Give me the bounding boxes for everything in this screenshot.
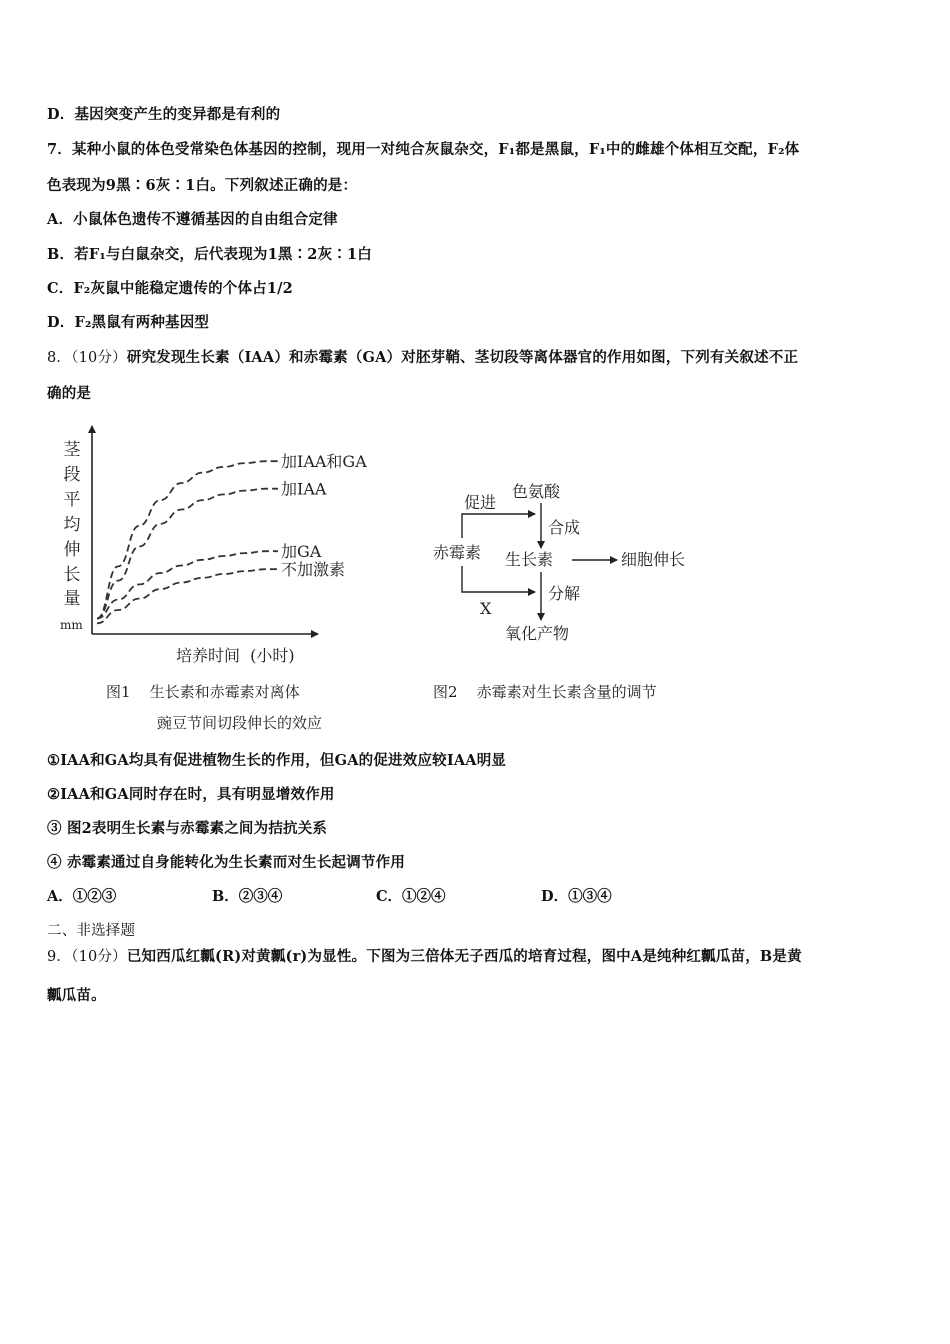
q9-stem-line1: [47, 945, 802, 966]
q9-stem-line2: 瓤瓜苗。: [47, 987, 106, 1004]
fig1-series-line: [97, 489, 278, 619]
fig1-ylabel-char: 量: [63, 589, 81, 609]
fig2-inhibit-arrow: [462, 566, 535, 592]
fig2-promote-label: 促进: [464, 493, 497, 512]
fig2-synthesis-label: 合成: [548, 518, 581, 537]
q8-statement-2: ②IAA和GA同时存在时，具有明显增效作用: [47, 786, 335, 803]
fig2-auxin: 生长素: [505, 550, 554, 569]
fig1-series-label: 加IAA和GA: [281, 452, 367, 472]
fig1-ylabel-char: 茎: [63, 440, 81, 460]
q9-number: 9．: [47, 949, 72, 965]
fig1-y-label: [64, 440, 83, 609]
fig1-ylabel-char: 均: [63, 515, 81, 535]
q8-statement-3: ③ 图2表明生长素与赤霉素之间为拮抗关系: [47, 820, 328, 837]
fig2-gibberellin: 赤霉素: [433, 543, 482, 562]
q8-statement-1: ①IAA和GA均具有促进植物生长的作用，但GA的促进效应较IAA明显: [47, 752, 507, 769]
fig2-x-label: X: [480, 599, 492, 618]
fig1-series-group: [97, 452, 367, 623]
fig2-diagram: [433, 482, 685, 643]
fig1-ylabel-char: 平: [63, 490, 81, 510]
fig1-ylabel-char: 段: [63, 465, 81, 485]
fig2-oxidation-products: 氧化产物: [505, 624, 570, 643]
fig2-tryptophan: 色氨酸: [512, 482, 561, 501]
fig1-series-line: [97, 461, 278, 618]
q7-option-d: D．F₂黑鼠有两种基因型: [47, 314, 210, 331]
fig1-series-label: 不加激素: [281, 560, 346, 580]
q7-stem-line2: 色表现为9黑∶6灰∶1白。下列叙述正确的是：: [47, 177, 358, 194]
q6-option-d: D．基因突变产生的变异都是有利的: [47, 106, 281, 123]
q7-stem-line1: 7．某种小鼠的体色受常染色体基因的控制，现用一对纯合灰鼠杂交，F₁都是黑鼠，F₁中的雌雄个体相互交配，F₂体: [47, 141, 800, 158]
q8-choice-c: C．①②④: [376, 888, 446, 905]
q8-score: （10分）: [71, 350, 127, 366]
fig1-series-label: 加GA: [281, 542, 322, 562]
q8-choice-a: A．①②③: [47, 888, 117, 905]
section-title: 二、非选择题: [47, 923, 136, 939]
q8-choice-b: B．②③④: [212, 888, 283, 905]
fig1-caption-line1: 图1 生长素和赤霉素对离体: [106, 683, 300, 701]
q9-stem-text: 已知西瓜红瓤(R)对黄瓤(r)为显性。下图为三倍体无子西瓜的培育过程，图中A是纯种红瓤瓜苗，B是黄: [126, 948, 802, 965]
q7-option-b: B．若F₁与白鼠杂交，后代表现为1黑∶2灰∶1白: [47, 246, 372, 263]
fig1-ylabel-char: 伸: [63, 540, 81, 560]
fig2-caption: 图2 赤霉素对生长素含量的调节: [433, 683, 657, 701]
fig2-decompose-label: 分解: [548, 584, 581, 603]
fig1-ylabel-char: 长: [63, 565, 81, 585]
q7-option-a: A．小鼠体色遗传不遵循基因的自由组合定律: [47, 211, 338, 228]
fig2-promote-arrow: [462, 514, 535, 538]
fig2-cell-elongation: 细胞伸长: [621, 550, 686, 569]
q8-stem-text: 研究发现生长素（IAA）和赤霉素（GA）对胚芽鞘、茎切段等离体器官的作用如图，下列有关叙述不正: [126, 349, 799, 366]
q8-choice-d: D．①③④: [541, 888, 612, 905]
q7-option-c: C．F₂灰鼠中能稳定遗传的个体占1/2: [47, 280, 293, 297]
fig1-y-unit: mm: [60, 618, 83, 632]
fig1-x-label: 培养时间 (小时): [176, 646, 295, 665]
fig1-series-label: 加IAA: [281, 479, 327, 499]
q8-number: 8．: [47, 350, 72, 366]
q8-stem-line2: 确的是: [47, 385, 92, 402]
fig1-caption-line2: 豌豆节间切段伸长的效应: [157, 714, 323, 732]
q9-score: （10分）: [71, 949, 127, 965]
q8-statement-4: ④ 赤霉素通过自身能转化为生长素而对生长起调节作用: [47, 854, 406, 871]
